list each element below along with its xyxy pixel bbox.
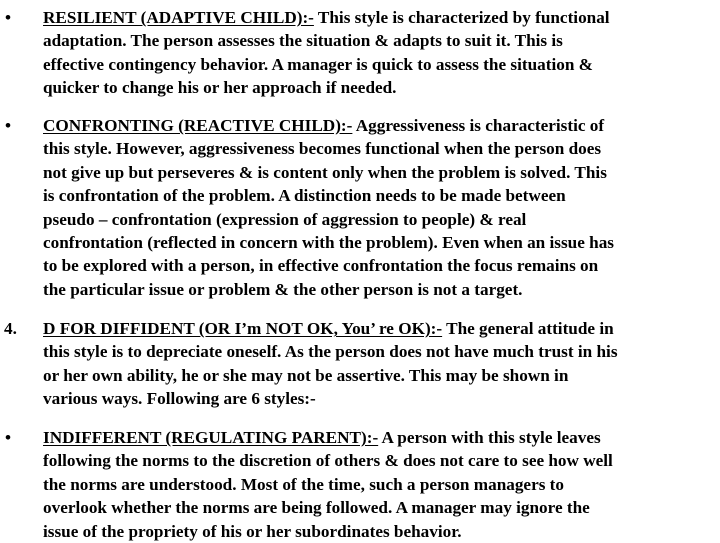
text-line: this style is to depreciate oneself. As the person does not have much trust in his: [43, 342, 618, 362]
text-line: confrontation (reflected in concern with the problem). Even when an issue has: [43, 233, 614, 253]
text-line: the particular issue or problem & the other person is not a target.: [43, 279, 523, 299]
text-line: [43, 114, 718, 137]
list-item-text: [43, 317, 718, 411]
list-item-text: [43, 114, 718, 301]
text-line: [43, 317, 718, 340]
list-item-text: [43, 6, 718, 100]
number-marker: 4.: [4, 319, 17, 338]
item-heading: INDIFFERENT (REGULATING PARENT):-: [43, 428, 379, 447]
item-heading: CONFRONTING (REACTIVE CHILD):-: [43, 116, 353, 135]
text-line: pseudo – confrontation (expression of aggression to people) & real: [43, 209, 527, 229]
text-line: quicker to change his or her approach if needed.: [43, 78, 397, 98]
text-line: is confrontation of the problem. A distinction needs to be made between: [43, 186, 566, 206]
text-line: following the norms to the discretion of others & does not care to see how well: [43, 451, 613, 471]
bullet-marker: •: [5, 8, 12, 27]
text-line: this style. However, aggressiveness becomes functional when the person does: [43, 139, 602, 159]
bullet-marker: •: [5, 428, 12, 447]
text-line: overlook whether the norms are being followed. A manager may ignore the: [43, 498, 590, 518]
line-text: A person with this style leaves: [378, 428, 601, 447]
item-heading: RESILIENT (ADAPTIVE CHILD):-: [43, 8, 314, 27]
item-heading: D FOR DIFFIDENT (OR I’m NOT OK, You’ re OK):-: [43, 319, 443, 338]
text-line: various ways. Following are 6 styles:-: [43, 389, 316, 409]
list-item-text: [43, 426, 718, 543]
line-text: Aggressiveness is characteristic of: [352, 116, 605, 135]
text-line: adaptation. The person assesses the situation & adapts to suit it. This is: [43, 31, 563, 51]
line-text: The general attitude in: [442, 319, 614, 338]
bullet-marker: •: [5, 116, 12, 135]
text-line: or her own ability, he or she may not be assertive. This may be shown in: [43, 365, 569, 385]
text-line: to be explored with a person, in effective confrontation the focus remains on: [43, 256, 599, 276]
text-line: the norms are understood. Most of the time, such a person managers to: [43, 474, 564, 494]
text-line: [43, 426, 718, 449]
text-line: issue of the propriety of his or her subordinates behavior.: [43, 521, 462, 541]
text-line: not give up but perseveres & is content only when the problem is solved. This: [43, 162, 607, 182]
text-line: effective contingency behavior. A manager is quick to assess the situation &: [43, 54, 593, 74]
text-line: [43, 6, 718, 29]
line-text: This style is characterized by functional: [313, 8, 610, 27]
